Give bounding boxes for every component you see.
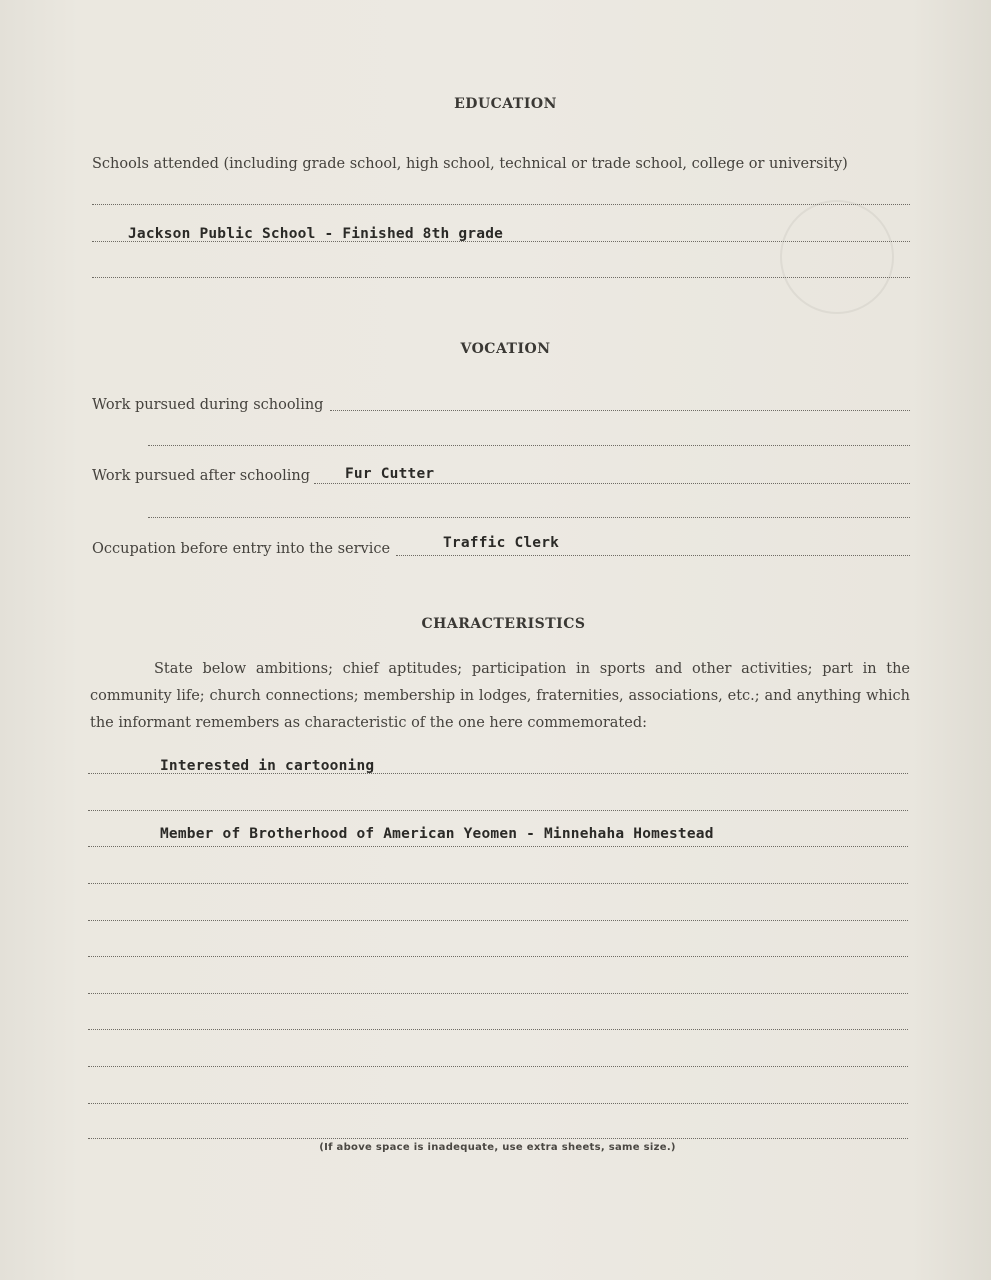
characteristics-line-10 <box>88 1103 908 1104</box>
characteristics-line-2 <box>88 810 908 811</box>
bleed-through-seal <box>780 200 894 314</box>
characteristics-line-6 <box>88 956 908 957</box>
work-during-line-1 <box>330 410 910 411</box>
characteristics-line-7 <box>88 993 908 994</box>
characteristics-line-4 <box>88 883 908 884</box>
work-during-schooling-label: Work pursued during schooling <box>92 397 324 413</box>
characteristics-instructions: State below ambitions; chief aptitudes; participation in sports and other activities; part in the community life; church connections; membership in lodges, fraternities, associations, etc.; and anything which the informant remembers as characteristic of the one here commemorated: <box>90 661 910 731</box>
schools-attended-value: Jackson Public School - Finished 8th grade <box>128 226 504 242</box>
schools-attended-label: Schools attended (including grade school, high school, technical or trade school, college or university) <box>92 156 848 172</box>
characteristics-line-8 <box>88 1029 908 1030</box>
characteristics-line-1-text: Interested in cartooning <box>160 758 375 774</box>
work-after-line-2 <box>148 517 910 518</box>
work-after-line-1 <box>314 483 910 484</box>
occupation-line <box>396 555 910 556</box>
characteristics-line-3 <box>88 846 908 847</box>
characteristics-line-11 <box>88 1138 908 1139</box>
occupation-value: Traffic Clerk <box>443 535 560 551</box>
characteristics-line-1 <box>88 773 908 774</box>
work-after-schooling-label: Work pursued after schooling <box>92 468 310 484</box>
characteristics-line-5 <box>88 920 908 921</box>
work-after-schooling-value: Fur Cutter <box>345 466 435 482</box>
characteristics-line-3-text: Member of Brotherhood of American Yeomen - Minnehaha Homestead <box>160 826 714 842</box>
occupation-label: Occupation before entry into the service <box>92 541 391 557</box>
education-heading: EDUCATION <box>454 96 557 112</box>
work-during-line-2 <box>148 445 910 446</box>
characteristics-heading: CHARACTERISTICS <box>421 616 586 632</box>
schools-line-1 <box>92 204 910 205</box>
schools-line-2 <box>92 241 910 242</box>
schools-line-3 <box>92 277 910 278</box>
characteristics-line-9 <box>88 1066 908 1067</box>
footnote: (If above space is inadequate, use extra sheets, same size.) <box>319 1142 676 1153</box>
vocation-heading: VOCATION <box>460 341 551 357</box>
